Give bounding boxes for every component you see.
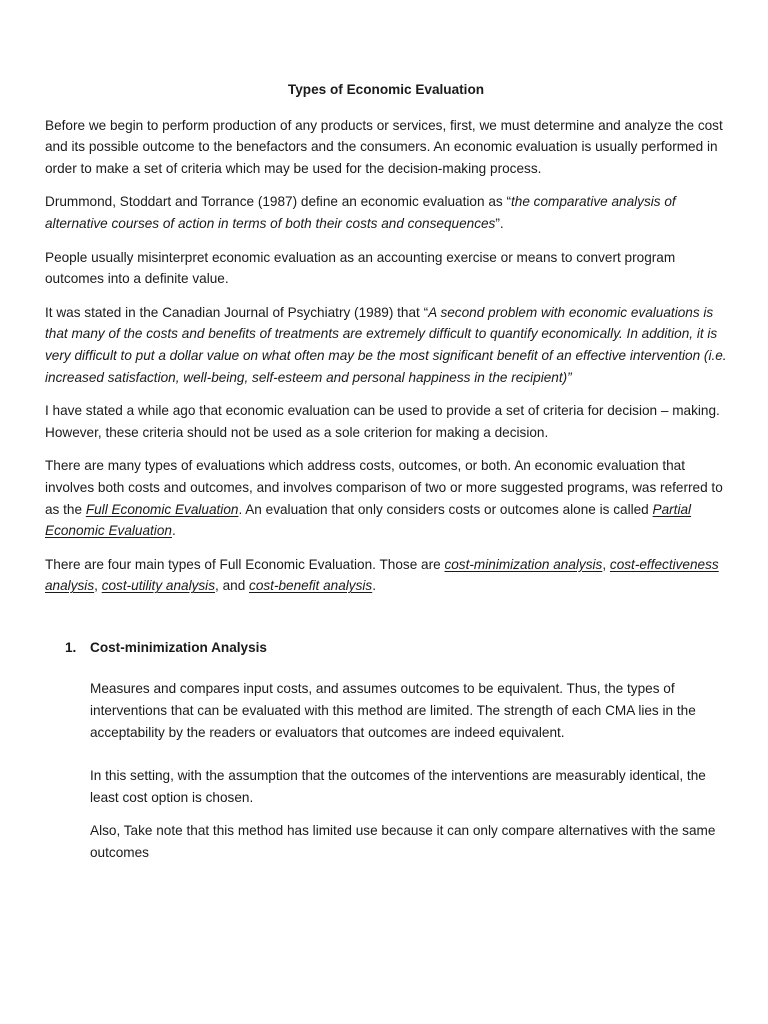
drummond-quote: the comparative analysis of alternative courses of action in terms of both their costs and consequences	[45, 194, 676, 231]
paragraph-drummond-lead: Drummond, Stoddart and Torrance (1987) define an economic evaluation as “	[45, 194, 511, 210]
section-cost-minimization-body	[90, 678, 727, 863]
paragraph-intro: Before we begin to perform production of any products or services, first, we must determine and analyze the cost and its possible outcome to the benefactors and the consumers. An economic evaluation is usually performed in order to make a set of criteria which may be used for the decision-making process.	[45, 117, 723, 176]
paragraph-four-types-lead: There are four main types of Full Economic Evaluation. Those are	[45, 556, 445, 572]
term-cost-benefit: cost-benefit analysis	[249, 578, 373, 594]
section-heading-text: Cost-minimization Analysis	[90, 639, 267, 655]
paragraph-evaluation-tail: .	[171, 523, 176, 539]
paragraph-evaluation-types	[45, 455, 727, 541]
paragraph-canadian-journal	[45, 302, 727, 388]
section-heading-cost-minimization	[65, 637, 727, 659]
paragraph-four-types	[45, 554, 727, 597]
paragraph-four-types-tail: .	[372, 578, 376, 594]
cma-paragraph-limited-use: Also, Take note that this method has limited use because it can only compare alternatives with the same outcomes	[90, 823, 716, 861]
cma-paragraph-measures: Measures and compares input costs, and assumes outcomes to be equivalent. Thus, the types of interventions that can be evaluated with this method are limited. The strength of each CMA lies in the acceptability by the readers or evaluators that outcomes are indeed equivalent.	[90, 681, 696, 740]
section-spacer	[45, 609, 727, 637]
separator-3: , and	[215, 578, 250, 594]
document-title: Types of Economic Evaluation	[287, 82, 485, 97]
document-body	[45, 79, 727, 876]
paragraph-evaluation-middle: . An evaluation that only considers costs or outcomes alone is called	[238, 501, 653, 517]
term-full-economic-evaluation: Full Economic Evaluation	[85, 501, 239, 517]
paragraph-drummond-tail: ”.	[495, 215, 504, 231]
paragraph-evaluation-lead: There are many types of evaluations which address costs, outcomes, or both. An economic evaluation that involves both costs and outcomes, and involves comparison of two or more suggested programs, was referred to as the	[45, 458, 723, 517]
term-cost-minimization: cost-minimization analysis	[444, 556, 603, 572]
paragraph-criteria: I have stated a while ago that economic evaluation can be used to provide a set of criteria for decision – making. However, these criteria should not be used as a sole criterion for making a decision.	[45, 403, 720, 440]
section-number: 1.	[65, 639, 77, 655]
cma-paragraph-setting: In this setting, with the assumption that the outcomes of the interventions are measurably identical, the least cost option is chosen.	[90, 768, 706, 805]
canadian-journal-quote: A second problem with economic evaluations is that many of the costs and benefits of treatments are extremely difficult to quantify economically. In addition, it is very difficult to put a dollar value on what often may be the most significant benefit of an effective intervention (i.e. increased satisfaction, well-being, self-esteem and personal happiness in the recipient)”	[45, 304, 727, 385]
paragraph-canadian-lead: It was stated in the Canadian Journal of Psychiatry (1989) that “	[45, 304, 429, 320]
separator-1: ,	[602, 556, 610, 572]
paragraph-drummond-definition	[45, 191, 727, 234]
separator-2: ,	[94, 578, 102, 594]
paragraph-misinterpretation: People usually misinterpret economic evaluation as an accounting exercise or means to convert program outcomes into a definite value.	[45, 249, 676, 287]
term-cost-effectiveness: cost-effectiveness analysis	[45, 556, 719, 594]
term-partial-economic-evaluation: Partial Economic Evaluation	[45, 501, 692, 539]
term-cost-utility: cost-utility analysis	[101, 578, 216, 594]
